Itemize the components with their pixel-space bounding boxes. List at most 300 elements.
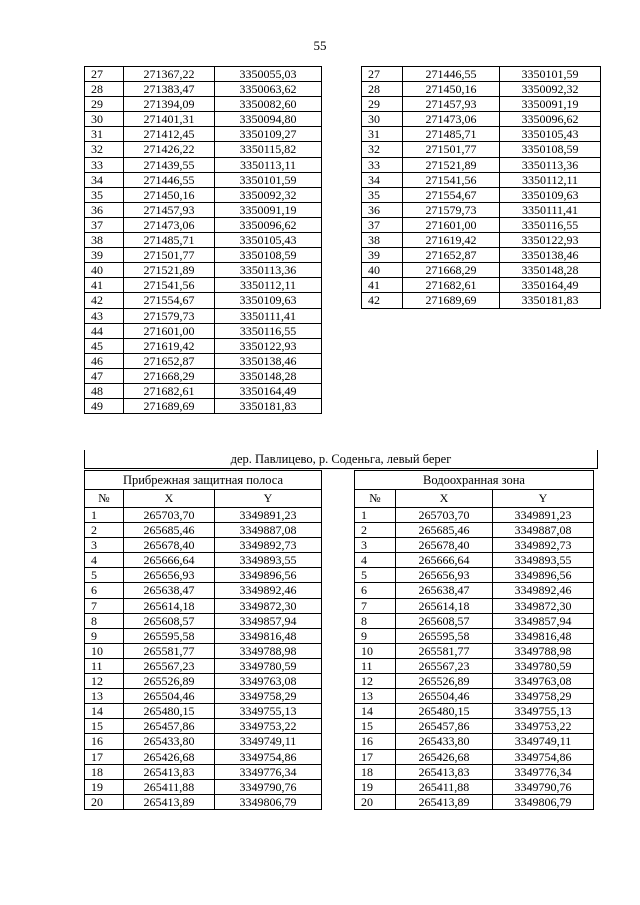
table-row <box>362 293 601 308</box>
coordinate-x-cell: 271619,42 <box>403 233 500 248</box>
table-row <box>85 353 322 368</box>
coordinate-y-cell: 3350138,46 <box>215 353 322 368</box>
coordinate-y-cell: 3350096,62 <box>215 217 322 232</box>
coordinate-y-cell: 3349753,22 <box>215 719 322 734</box>
point-number-cell: 9 <box>85 628 124 643</box>
table-row <box>85 794 322 809</box>
coastal-strip-caption: Прибрежная защитная полоса <box>85 471 322 490</box>
coordinate-y-cell: 3350111,41 <box>500 202 601 217</box>
table-row <box>362 202 601 217</box>
table-row <box>85 263 322 278</box>
water-protection-zone-table <box>354 470 594 810</box>
coordinate-y-cell: 3350092,32 <box>215 187 322 202</box>
point-number-cell: 14 <box>85 704 124 719</box>
coordinate-y-cell: 3350181,83 <box>500 293 601 308</box>
coordinate-x-cell: 271426,22 <box>124 142 215 157</box>
coordinate-y-cell: 3350096,62 <box>500 112 601 127</box>
point-number-cell: 42 <box>85 293 124 308</box>
coordinate-x-cell: 271473,06 <box>403 112 500 127</box>
coordinate-x-cell: 271521,89 <box>124 263 215 278</box>
table-row <box>355 598 594 613</box>
table-row <box>85 674 322 689</box>
point-number-cell: 2 <box>85 523 124 538</box>
coordinate-y-cell: 3349857,94 <box>215 613 322 628</box>
coordinate-y-cell: 3349763,08 <box>215 674 322 689</box>
table-row <box>362 263 601 278</box>
coordinate-x-cell: 271689,69 <box>403 293 500 308</box>
coordinate-x-cell: 265614,18 <box>124 598 215 613</box>
point-number-cell: 12 <box>355 674 396 689</box>
point-number-cell: 44 <box>85 323 124 338</box>
coordinate-y-cell: 3350108,59 <box>215 248 322 263</box>
coordinate-x-cell: 265433,80 <box>124 734 215 749</box>
coordinate-x-cell: 271601,00 <box>124 323 215 338</box>
coordinate-x-cell: 265526,89 <box>124 674 215 689</box>
coordinate-x-cell: 265457,86 <box>124 719 215 734</box>
point-number-cell: 43 <box>85 308 124 323</box>
coordinate-y-cell: 3350116,55 <box>215 323 322 338</box>
coordinate-y-cell: 3350148,28 <box>500 263 601 278</box>
village-section <box>84 450 598 469</box>
point-number-cell: 38 <box>85 233 124 248</box>
table-row <box>355 794 594 809</box>
point-number-cell: 1 <box>355 508 396 523</box>
table-row <box>85 538 322 553</box>
table-row <box>362 187 601 202</box>
point-number-cell: 37 <box>85 217 124 232</box>
table-row <box>85 643 322 658</box>
point-number-cell: 4 <box>85 553 124 568</box>
table-row <box>85 338 322 353</box>
table-row <box>85 278 322 293</box>
table-row <box>362 97 601 112</box>
coordinate-x-cell: 265480,15 <box>396 704 493 719</box>
coordinate-x-cell: 271579,73 <box>124 308 215 323</box>
table-row <box>355 538 594 553</box>
table-row <box>85 323 322 338</box>
coordinate-y-cell: 3350115,82 <box>215 142 322 157</box>
coordinate-y-cell: 3349749,11 <box>493 734 594 749</box>
table-row <box>85 308 322 323</box>
point-number-cell: 1 <box>85 508 124 523</box>
coordinate-x-cell: 265413,89 <box>396 794 493 809</box>
coordinate-x-cell: 271457,93 <box>403 97 500 112</box>
table-row <box>362 67 601 82</box>
point-number-cell: 10 <box>85 643 124 658</box>
point-number-cell: 36 <box>362 202 403 217</box>
table-row <box>355 764 594 779</box>
coordinate-x-cell: 265480,15 <box>124 704 215 719</box>
coordinate-y-cell: 3350113,36 <box>500 157 601 172</box>
coordinate-x-cell: 265666,64 <box>124 553 215 568</box>
coordinate-x-cell: 265411,88 <box>396 779 493 794</box>
point-number-cell: 30 <box>362 112 403 127</box>
coordinate-y-cell: 3350094,80 <box>215 112 322 127</box>
point-number-cell: 5 <box>85 568 124 583</box>
point-number-cell: 27 <box>85 67 124 82</box>
coordinate-y-cell: 3349754,86 <box>493 749 594 764</box>
coordinate-x-cell: 265526,89 <box>396 674 493 689</box>
point-number-cell: 33 <box>362 157 403 172</box>
table-row <box>355 628 594 643</box>
point-number-cell: 3 <box>85 538 124 553</box>
coordinate-x-cell: 271485,71 <box>124 233 215 248</box>
table-row <box>85 67 322 82</box>
table-row <box>355 734 594 749</box>
point-number-cell: 27 <box>362 67 403 82</box>
point-number-cell: 2 <box>355 523 396 538</box>
point-number-cell: 45 <box>85 338 124 353</box>
coordinate-y-cell: 3349788,98 <box>493 643 594 658</box>
table-row <box>355 508 594 523</box>
coordinate-y-cell: 3350122,93 <box>215 338 322 353</box>
coordinate-x-cell: 271579,73 <box>403 202 500 217</box>
point-number-cell: 16 <box>355 734 396 749</box>
table-row <box>355 779 594 794</box>
point-number-cell: 41 <box>362 278 403 293</box>
point-number-cell: 11 <box>355 658 396 673</box>
table-row <box>355 719 594 734</box>
table-row <box>85 187 322 202</box>
coordinate-y-cell: 3349753,22 <box>493 719 594 734</box>
coordinate-y-cell: 3349892,46 <box>215 583 322 598</box>
coordinate-x-cell: 271446,55 <box>124 172 215 187</box>
table-row <box>85 734 322 749</box>
coordinate-y-cell: 3350101,59 <box>500 67 601 82</box>
coordinate-x-cell: 265504,46 <box>124 689 215 704</box>
coordinate-y-cell: 3350105,43 <box>215 233 322 248</box>
coordinate-y-cell: 3349896,56 <box>215 568 322 583</box>
coordinate-x-cell: 271473,06 <box>124 217 215 232</box>
point-number-cell: 29 <box>85 97 124 112</box>
table-row <box>362 112 601 127</box>
point-number-cell: 12 <box>85 674 124 689</box>
coordinate-x-cell: 271383,47 <box>124 82 215 97</box>
point-number-cell: 6 <box>355 583 396 598</box>
table-row <box>85 749 322 764</box>
coordinate-y-cell: 3349763,08 <box>493 674 594 689</box>
coordinate-y-cell: 3349816,48 <box>215 628 322 643</box>
point-number-cell: 38 <box>362 233 403 248</box>
coordinate-y-cell: 3349749,11 <box>215 734 322 749</box>
coordinate-x-cell: 265426,68 <box>124 749 215 764</box>
coordinate-x-cell: 265567,23 <box>124 658 215 673</box>
point-number-cell: 4 <box>355 553 396 568</box>
coordinate-y-cell: 3349806,79 <box>215 794 322 809</box>
point-number-cell: 9 <box>355 628 396 643</box>
coordinate-y-cell: 3350164,49 <box>215 383 322 398</box>
coordinate-x-cell: 271521,89 <box>403 157 500 172</box>
table-row <box>85 112 322 127</box>
coordinate-y-cell: 3350101,59 <box>215 172 322 187</box>
point-number-cell: 28 <box>85 82 124 97</box>
coordinate-y-cell: 3350082,60 <box>215 97 322 112</box>
coordinate-x-cell: 265581,77 <box>396 643 493 658</box>
coordinate-y-cell: 3350091,19 <box>215 202 322 217</box>
coordinate-y-cell: 3349892,73 <box>215 538 322 553</box>
table-row <box>85 142 322 157</box>
coordinate-y-cell: 3350091,19 <box>500 97 601 112</box>
coordinate-x-cell: 265685,46 <box>124 523 215 538</box>
point-number-cell: 6 <box>85 583 124 598</box>
coordinate-x-cell: 271439,55 <box>124 157 215 172</box>
coordinate-y-cell: 3349891,23 <box>493 508 594 523</box>
coordinate-y-cell: 3350109,63 <box>215 293 322 308</box>
point-number-cell: 42 <box>362 293 403 308</box>
table-row <box>85 719 322 734</box>
point-number-cell: 33 <box>85 157 124 172</box>
point-number-cell: 34 <box>85 172 124 187</box>
coordinate-y-cell: 3349755,13 <box>493 704 594 719</box>
table-row <box>362 127 601 142</box>
table-row <box>362 217 601 232</box>
coordinate-x-cell: 265595,58 <box>396 628 493 643</box>
table-row <box>85 127 322 142</box>
coordinate-y-cell: 3349872,30 <box>493 598 594 613</box>
point-number-cell: 14 <box>355 704 396 719</box>
table-row <box>355 583 594 598</box>
coordinate-x-cell: 271501,77 <box>124 248 215 263</box>
coastal-strip-table <box>84 470 322 810</box>
coordinate-x-cell: 265614,18 <box>396 598 493 613</box>
table-row <box>355 553 594 568</box>
point-number-cell: 39 <box>85 248 124 263</box>
coordinate-x-cell: 265678,40 <box>124 538 215 553</box>
coordinate-x-cell: 271652,87 <box>124 353 215 368</box>
coordinate-y-cell: 3349758,29 <box>215 689 322 704</box>
point-number-cell: 17 <box>85 749 124 764</box>
coordinate-y-cell: 3349755,13 <box>215 704 322 719</box>
table-row <box>85 689 322 704</box>
coordinate-y-cell: 3350181,83 <box>215 399 322 414</box>
coordinate-x-cell: 271450,16 <box>403 82 500 97</box>
coordinate-y-cell: 3350138,46 <box>500 248 601 263</box>
table-row <box>85 523 322 538</box>
coordinate-x-cell: 265595,58 <box>124 628 215 643</box>
coordinate-y-cell: 3350055,03 <box>215 67 322 82</box>
point-number-cell: 7 <box>85 598 124 613</box>
coordinate-y-cell: 3349896,56 <box>493 568 594 583</box>
coordinate-x-cell: 271394,09 <box>124 97 215 112</box>
point-number-cell: 18 <box>85 764 124 779</box>
coordinate-y-cell: 3350063,62 <box>215 82 322 97</box>
table-row <box>355 568 594 583</box>
coordinate-x-cell: 265413,83 <box>124 764 215 779</box>
coordinate-x-cell: 265411,88 <box>124 779 215 794</box>
coordinate-x-cell: 271450,16 <box>124 187 215 202</box>
coordinate-x-cell: 271541,56 <box>403 172 500 187</box>
table-row <box>355 704 594 719</box>
point-number-cell: 8 <box>85 613 124 628</box>
coordinate-y-cell: 3350109,63 <box>500 187 601 202</box>
coordinate-x-cell: 265666,64 <box>396 553 493 568</box>
table-row <box>362 82 601 97</box>
coordinate-x-cell: 265413,83 <box>396 764 493 779</box>
coordinate-x-cell: 271689,69 <box>124 399 215 414</box>
table-row <box>362 172 601 187</box>
coordinate-x-cell: 271367,22 <box>124 67 215 82</box>
point-number-cell: 40 <box>85 263 124 278</box>
table-row <box>362 248 601 263</box>
coordinate-x-cell: 271682,61 <box>124 383 215 398</box>
coordinate-x-cell: 265685,46 <box>396 523 493 538</box>
point-number-cell: 19 <box>355 779 396 794</box>
point-number-cell: 48 <box>85 383 124 398</box>
point-number-cell: 8 <box>355 613 396 628</box>
coordinate-x-cell: 265678,40 <box>396 538 493 553</box>
point-number-cell: 49 <box>85 399 124 414</box>
point-number-cell: 32 <box>362 142 403 157</box>
point-number-cell: 37 <box>362 217 403 232</box>
point-number-cell: 13 <box>355 689 396 704</box>
point-number-cell: 40 <box>362 263 403 278</box>
coordinate-y-cell: 3349816,48 <box>493 628 594 643</box>
table-row <box>362 278 601 293</box>
coordinate-y-cell: 3349893,55 <box>493 553 594 568</box>
coordinate-x-cell: 265426,68 <box>396 749 493 764</box>
table-row <box>85 248 322 263</box>
point-number-cell: 31 <box>362 127 403 142</box>
table-row <box>85 764 322 779</box>
point-number-cell: 30 <box>85 112 124 127</box>
coordinate-x-cell: 265656,93 <box>124 568 215 583</box>
coordinate-x-cell: 271401,31 <box>124 112 215 127</box>
table-row <box>362 233 601 248</box>
coordinate-y-cell: 3349776,34 <box>493 764 594 779</box>
coordinate-x-cell: 271652,87 <box>403 248 500 263</box>
coordinate-x-cell: 265504,46 <box>396 689 493 704</box>
coordinate-y-cell: 3349790,76 <box>215 779 322 794</box>
column-header-number: № <box>85 490 124 508</box>
table-row <box>85 568 322 583</box>
table-row <box>85 82 322 97</box>
coordinate-x-cell: 265413,89 <box>124 794 215 809</box>
coordinate-x-cell: 271601,00 <box>403 217 500 232</box>
table-row <box>85 704 322 719</box>
table-row <box>355 523 594 538</box>
coordinate-y-cell: 3350105,43 <box>500 127 601 142</box>
coordinate-x-cell: 265608,57 <box>396 613 493 628</box>
point-number-cell: 5 <box>355 568 396 583</box>
point-number-cell: 15 <box>355 719 396 734</box>
coordinate-y-cell: 3349788,98 <box>215 643 322 658</box>
point-number-cell: 20 <box>355 794 396 809</box>
top-right-coordinates-table <box>361 66 601 309</box>
coordinate-y-cell: 3349754,86 <box>215 749 322 764</box>
point-number-cell: 31 <box>85 127 124 142</box>
point-number-cell: 39 <box>362 248 403 263</box>
coordinate-x-cell: 271541,56 <box>124 278 215 293</box>
table-row <box>85 779 322 794</box>
table-row <box>362 142 601 157</box>
coordinate-y-cell: 3349780,59 <box>493 658 594 673</box>
coordinate-y-cell: 3349872,30 <box>215 598 322 613</box>
coordinate-y-cell: 3350148,28 <box>215 368 322 383</box>
table-row <box>85 293 322 308</box>
coordinate-x-cell: 271554,67 <box>124 293 215 308</box>
table-row <box>85 368 322 383</box>
table-row <box>85 598 322 613</box>
coordinate-x-cell: 265638,47 <box>396 583 493 598</box>
coordinate-y-cell: 3350108,59 <box>500 142 601 157</box>
column-header-y: Y <box>215 490 322 508</box>
coordinate-y-cell: 3349776,34 <box>215 764 322 779</box>
point-number-cell: 47 <box>85 368 124 383</box>
coordinate-y-cell: 3349806,79 <box>493 794 594 809</box>
page-number: 55 <box>313 38 327 53</box>
coordinate-y-cell: 3349790,76 <box>493 779 594 794</box>
point-number-cell: 36 <box>85 202 124 217</box>
column-header-x: X <box>396 490 493 508</box>
coordinate-x-cell: 271668,29 <box>403 263 500 278</box>
column-header-number: № <box>355 490 396 508</box>
table-row <box>85 399 322 414</box>
coordinate-y-cell: 3349892,46 <box>493 583 594 598</box>
point-number-cell: 46 <box>85 353 124 368</box>
coordinate-y-cell: 3349893,55 <box>215 553 322 568</box>
coordinate-x-cell: 265656,93 <box>396 568 493 583</box>
coordinate-x-cell: 271554,67 <box>403 187 500 202</box>
point-number-cell: 16 <box>85 734 124 749</box>
coordinate-x-cell: 265703,70 <box>396 508 493 523</box>
point-number-cell: 32 <box>85 142 124 157</box>
point-number-cell: 15 <box>85 719 124 734</box>
point-number-cell: 29 <box>362 97 403 112</box>
table-row <box>85 233 322 248</box>
coordinate-x-cell: 265433,80 <box>396 734 493 749</box>
coordinate-y-cell: 3349780,59 <box>215 658 322 673</box>
coordinate-y-cell: 3350092,32 <box>500 82 601 97</box>
coordinate-y-cell: 3350111,41 <box>215 308 322 323</box>
top-left-coordinates-table <box>84 66 322 414</box>
point-number-cell: 10 <box>355 643 396 658</box>
coordinate-x-cell: 271485,71 <box>403 127 500 142</box>
coordinate-x-cell: 265638,47 <box>124 583 215 598</box>
point-number-cell: 11 <box>85 658 124 673</box>
point-number-cell: 18 <box>355 764 396 779</box>
coordinate-x-cell: 271668,29 <box>124 368 215 383</box>
point-number-cell: 28 <box>362 82 403 97</box>
table-row <box>362 157 601 172</box>
point-number-cell: 19 <box>85 779 124 794</box>
coordinate-y-cell: 3350113,36 <box>215 263 322 278</box>
table-row <box>85 553 322 568</box>
point-number-cell: 7 <box>355 598 396 613</box>
table-row <box>85 97 322 112</box>
point-number-cell: 41 <box>85 278 124 293</box>
coordinate-x-cell: 265457,86 <box>396 719 493 734</box>
coordinate-x-cell: 271412,45 <box>124 127 215 142</box>
coordinate-x-cell: 265703,70 <box>124 508 215 523</box>
coordinate-y-cell: 3350109,27 <box>215 127 322 142</box>
point-number-cell: 17 <box>355 749 396 764</box>
coordinate-x-cell: 265581,77 <box>124 643 215 658</box>
coordinate-y-cell: 3349891,23 <box>215 508 322 523</box>
table-row <box>85 172 322 187</box>
table-row <box>85 583 322 598</box>
coordinate-x-cell: 271446,55 <box>403 67 500 82</box>
coordinate-x-cell: 271619,42 <box>124 338 215 353</box>
coordinate-x-cell: 271682,61 <box>403 278 500 293</box>
table-row <box>85 217 322 232</box>
table-row <box>85 383 322 398</box>
point-number-cell: 35 <box>362 187 403 202</box>
table-row <box>355 613 594 628</box>
coordinate-y-cell: 3350164,49 <box>500 278 601 293</box>
coordinate-x-cell: 265567,23 <box>396 658 493 673</box>
coordinate-y-cell: 3350112,11 <box>215 278 322 293</box>
table-row <box>355 689 594 704</box>
